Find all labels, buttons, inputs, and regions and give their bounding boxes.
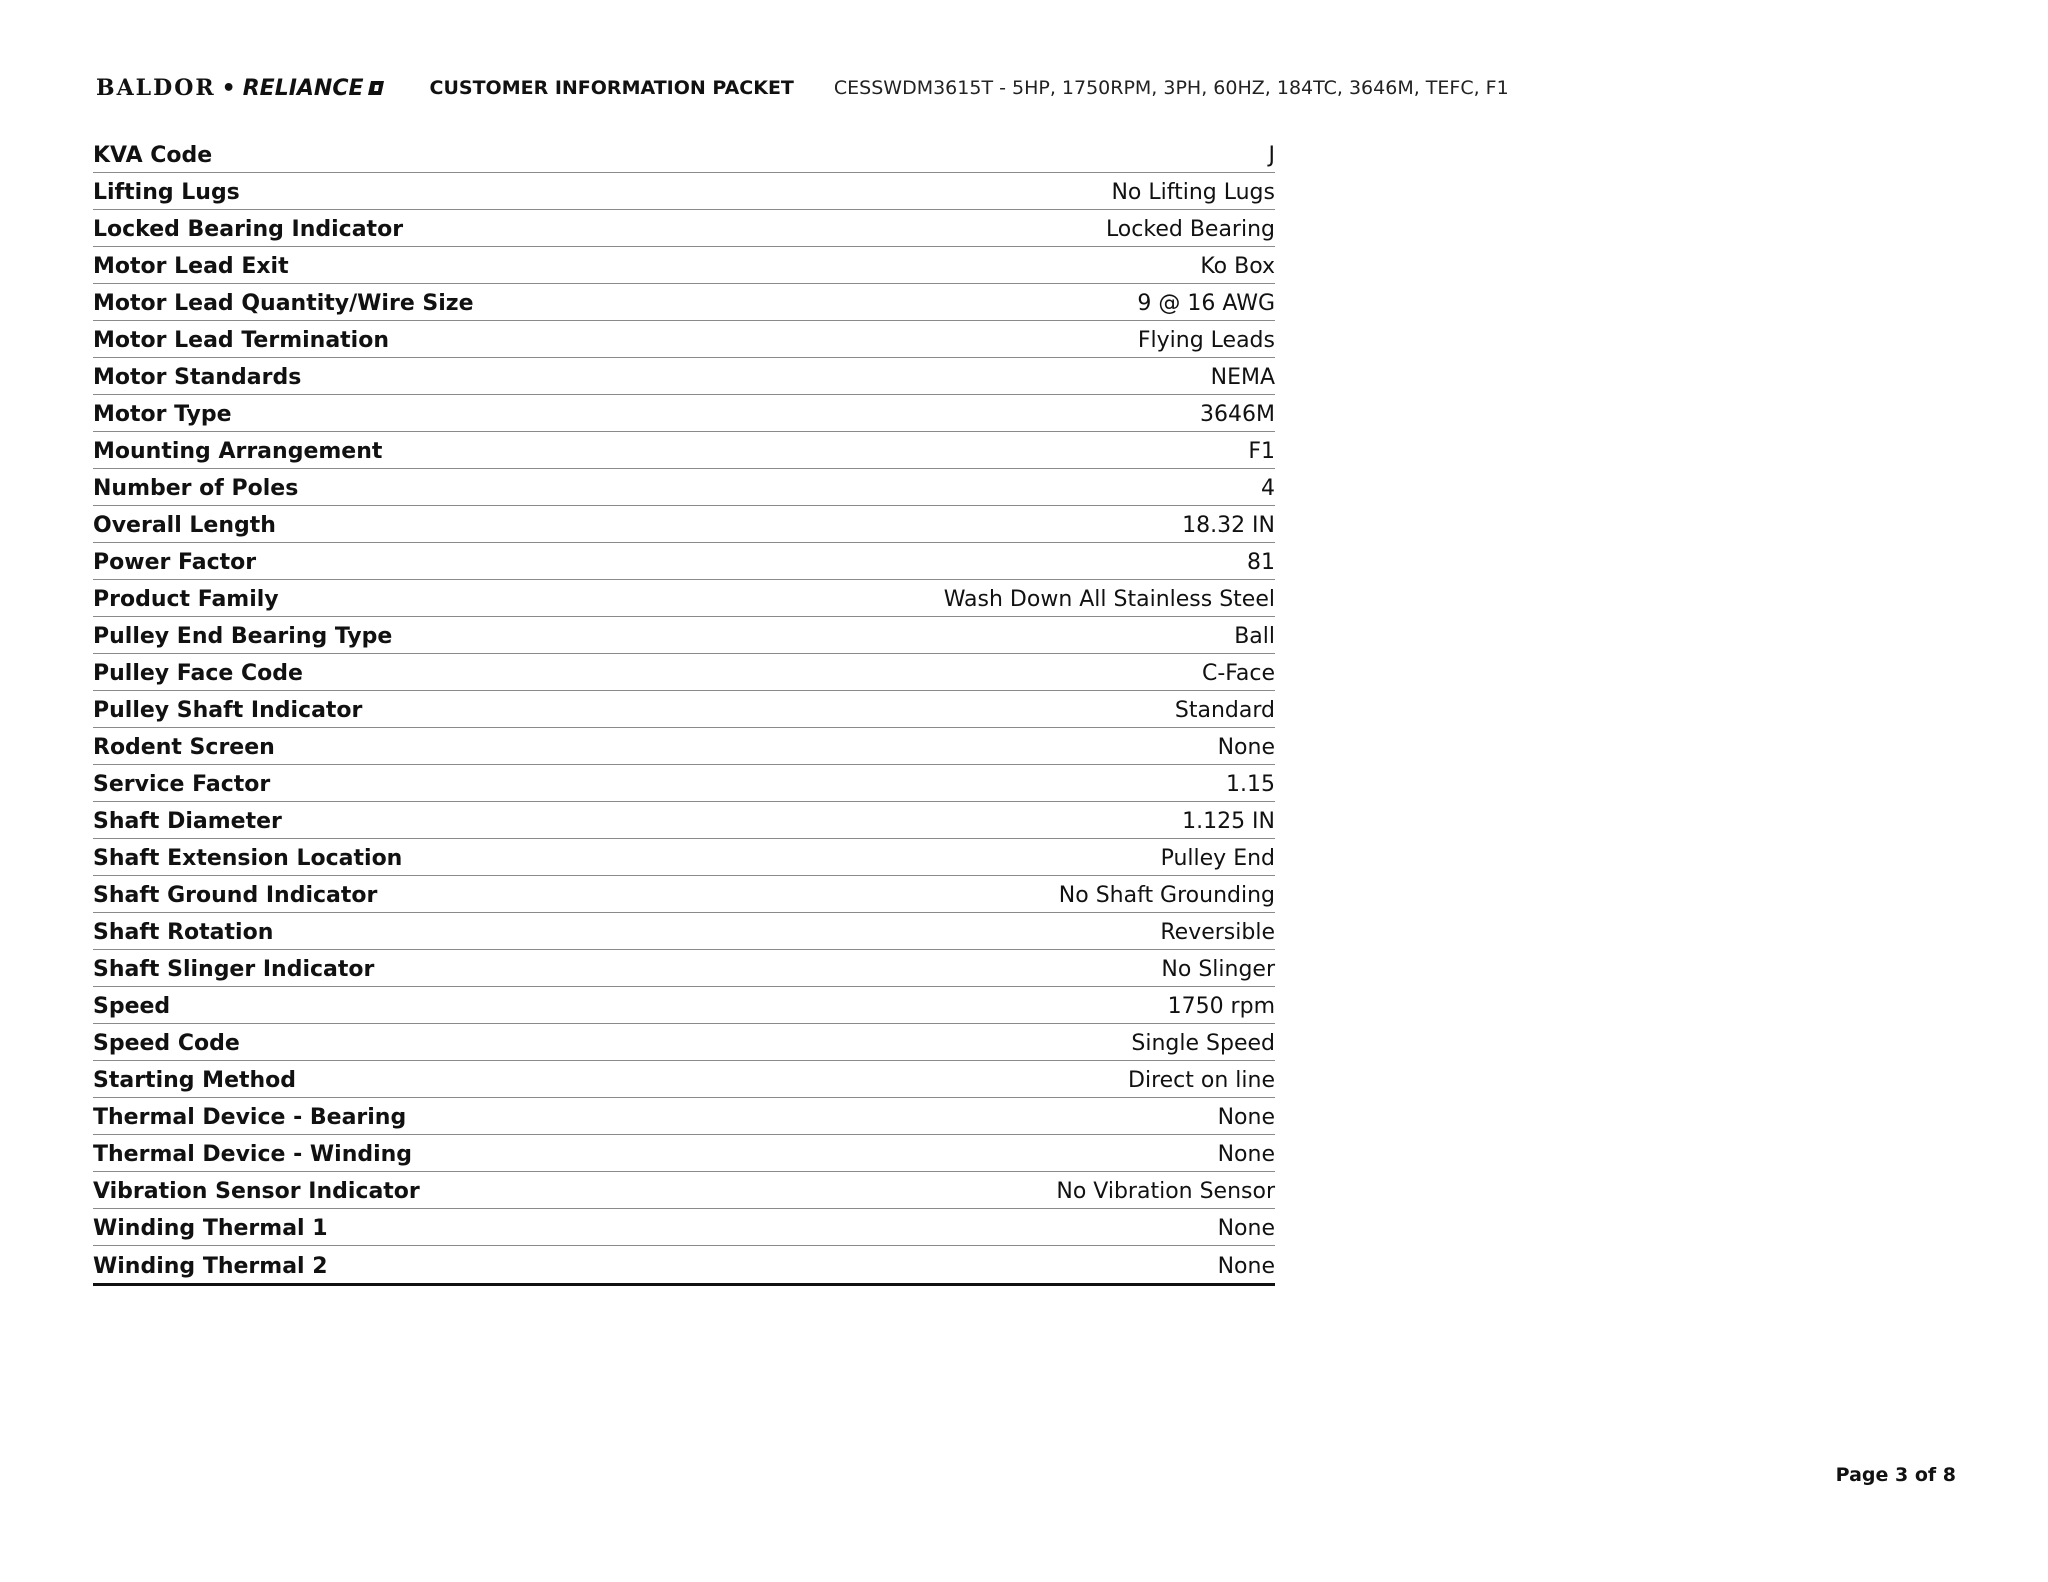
spec-label: Pulley Face Code: [93, 661, 303, 686]
spec-row: [93, 1209, 1275, 1246]
spec-row: [93, 839, 1275, 876]
spec-value: Single Speed: [1131, 1031, 1275, 1056]
specification-table: [93, 136, 1275, 1286]
spec-value: C-Face: [1201, 661, 1275, 686]
spec-value: None: [1217, 1254, 1275, 1279]
spec-value: Wash Down All Stainless Steel: [943, 587, 1275, 612]
spec-label: Shaft Ground Indicator: [93, 883, 378, 908]
spec-value: No Lifting Lugs: [1111, 180, 1275, 205]
spec-label: Winding Thermal 2: [93, 1254, 328, 1279]
spec-label: Motor Type: [93, 402, 232, 427]
spec-label: Mounting Arrangement: [93, 439, 383, 464]
spec-value: None: [1217, 1105, 1275, 1130]
spec-row: [93, 1098, 1275, 1135]
spec-value: 1750 rpm: [1167, 994, 1275, 1019]
spec-value: Reversible: [1160, 920, 1275, 945]
spec-row: [93, 580, 1275, 617]
spec-label: Shaft Extension Location: [93, 846, 403, 871]
spec-value: Standard: [1174, 698, 1275, 723]
spec-label: Number of Poles: [93, 476, 299, 501]
logo-baldor-text: BALDOR: [96, 75, 216, 101]
spec-value: 81: [1247, 550, 1275, 575]
spec-row: [93, 1024, 1275, 1061]
spec-value: J: [1268, 143, 1275, 168]
spec-value: 3646M: [1200, 402, 1275, 427]
spec-label: Pulley Shaft Indicator: [93, 698, 363, 723]
spec-row: [93, 469, 1275, 506]
spec-row: [93, 617, 1275, 654]
spec-label: Thermal Device - Winding: [93, 1142, 413, 1167]
spec-value: None: [1217, 735, 1275, 760]
spec-value: None: [1217, 1216, 1275, 1241]
spec-label: Starting Method: [93, 1068, 297, 1093]
packet-model-description: CESSWDM3615T - 5HP, 1750RPM, 3PH, 60HZ, 184TC, 3646M, TEFC, F1: [833, 77, 1509, 99]
spec-value: No Slinger: [1161, 957, 1275, 982]
spec-label: Winding Thermal 1: [93, 1216, 328, 1241]
page-header: [96, 72, 1509, 104]
spec-value: 9 @ 16 AWG: [1137, 291, 1275, 316]
spec-value: 4: [1261, 476, 1275, 501]
spec-value: F1: [1248, 439, 1275, 464]
spec-value: No Shaft Grounding: [1058, 883, 1275, 908]
spec-label: Pulley End Bearing Type: [93, 624, 393, 649]
spec-label: Speed Code: [93, 1031, 240, 1056]
logo-reliance-text: RELIANCE: [242, 75, 364, 101]
spec-label: Vibration Sensor Indicator: [93, 1179, 420, 1204]
spec-row: [93, 691, 1275, 728]
spec-label: Shaft Rotation: [93, 920, 274, 945]
spec-row: [93, 913, 1275, 950]
spec-value: None: [1217, 1142, 1275, 1167]
spec-row: [93, 1172, 1275, 1209]
logo-separator: •: [221, 75, 237, 101]
spec-label: Motor Standards: [93, 365, 302, 390]
reliance-mark-icon: [368, 80, 384, 96]
spec-row: [93, 173, 1275, 210]
spec-value: No Vibration Sensor: [1056, 1179, 1275, 1204]
spec-label: Shaft Slinger Indicator: [93, 957, 375, 982]
spec-label: Motor Lead Quantity/Wire Size: [93, 291, 474, 316]
spec-row: [93, 136, 1275, 173]
spec-row: [93, 395, 1275, 432]
spec-value: 1.125 IN: [1182, 809, 1275, 834]
spec-value: 1.15: [1226, 772, 1275, 797]
baldor-reliance-logo: [96, 75, 384, 101]
spec-label: Power Factor: [93, 550, 257, 575]
spec-label: Motor Lead Exit: [93, 254, 289, 279]
page-number: Page 3 of 8: [1835, 1464, 1956, 1486]
spec-label: KVA Code: [93, 143, 213, 168]
spec-row: [93, 876, 1275, 913]
spec-value: Ko Box: [1200, 254, 1275, 279]
spec-value: Locked Bearing: [1105, 217, 1275, 242]
spec-row: [93, 728, 1275, 765]
spec-value: Pulley End: [1160, 846, 1275, 871]
spec-label: Service Factor: [93, 772, 271, 797]
spec-row: [93, 987, 1275, 1024]
spec-label: Rodent Screen: [93, 735, 275, 760]
spec-value: Ball: [1234, 624, 1275, 649]
spec-row: [93, 765, 1275, 802]
spec-row: [93, 432, 1275, 469]
spec-row: [93, 506, 1275, 543]
spec-value: 18.32 IN: [1182, 513, 1275, 538]
spec-label: Shaft Diameter: [93, 809, 282, 834]
spec-row: [93, 210, 1275, 247]
spec-row: [93, 358, 1275, 395]
spec-value: Direct on line: [1128, 1068, 1275, 1093]
spec-label: Speed: [93, 994, 171, 1019]
spec-row: [93, 802, 1275, 839]
spec-label: Overall Length: [93, 513, 276, 538]
spec-row: [93, 1135, 1275, 1172]
spec-row: [93, 1246, 1275, 1283]
packet-title: CUSTOMER INFORMATION PACKET: [429, 77, 794, 99]
spec-label: Thermal Device - Bearing: [93, 1105, 407, 1130]
spec-row: [93, 1061, 1275, 1098]
spec-value: NEMA: [1210, 365, 1275, 390]
spec-row: [93, 950, 1275, 987]
spec-label: Lifting Lugs: [93, 180, 240, 205]
spec-label: Product Family: [93, 587, 279, 612]
spec-row: [93, 247, 1275, 284]
spec-label: Motor Lead Termination: [93, 328, 390, 353]
spec-value: Flying Leads: [1137, 328, 1275, 353]
spec-label: Locked Bearing Indicator: [93, 217, 404, 242]
spec-row: [93, 543, 1275, 580]
spec-row: [93, 654, 1275, 691]
spec-row: [93, 321, 1275, 358]
spec-row: [93, 284, 1275, 321]
